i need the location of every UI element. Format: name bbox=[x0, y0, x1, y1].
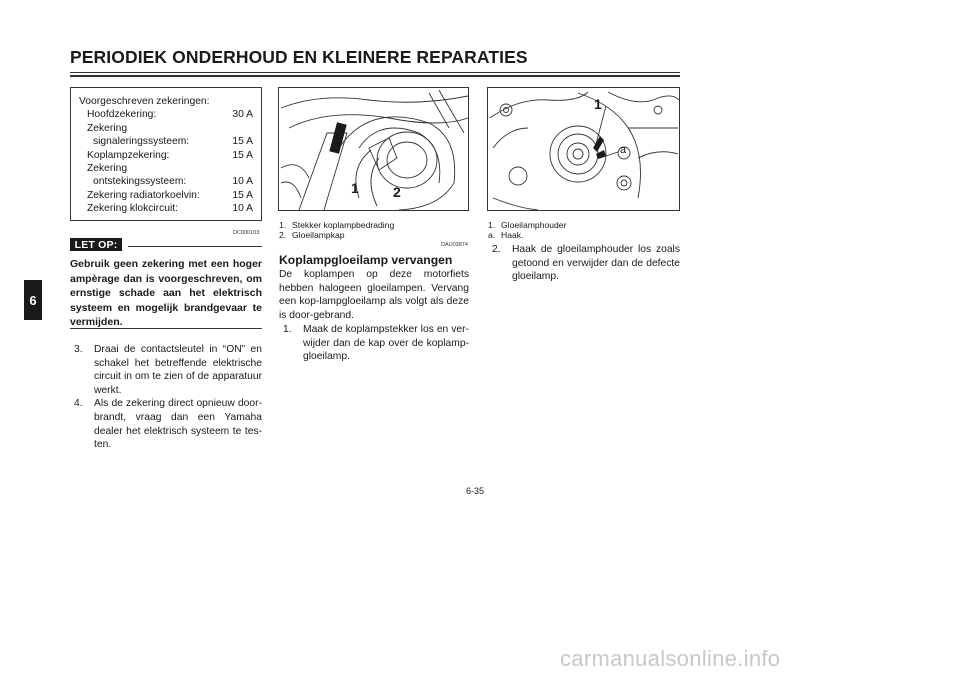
spec-label: Zekering bbox=[87, 122, 128, 134]
figure2-caption bbox=[488, 220, 566, 240]
spec-rows bbox=[87, 108, 253, 215]
caption-number: 2. bbox=[279, 230, 287, 241]
caution-label: LET OP: bbox=[70, 238, 122, 251]
spec-row bbox=[87, 122, 253, 135]
bulb-holder-drawing bbox=[488, 88, 680, 211]
spec-label: Zekering klokcircuit: bbox=[87, 203, 178, 215]
spec-heading: Voorgeschreven zekeringen: bbox=[79, 96, 210, 107]
header-rule bbox=[70, 72, 680, 73]
section-code: DAU03874 bbox=[441, 242, 468, 248]
spec-row bbox=[87, 162, 253, 175]
caption-number: a. bbox=[488, 230, 496, 241]
section-title: Koplampgloeilamp vervangen bbox=[279, 253, 453, 267]
caption-text: Gloeilamphouder bbox=[501, 220, 567, 230]
watermark: carmanualsonline.info bbox=[560, 646, 781, 671]
spec-label: Koplampzekering: bbox=[87, 149, 170, 161]
headlight-connector-drawing bbox=[279, 88, 469, 211]
caption-number: 1. bbox=[488, 220, 496, 230]
step-text: Draai de contactsleutel in “ON” en schakel het betreffende elektrische circuit in om te zien of de apparatuur werkt. bbox=[94, 344, 262, 396]
caption-text: Gloeilampkap bbox=[292, 230, 345, 241]
caution-end-rule bbox=[70, 328, 262, 329]
caption-row bbox=[279, 230, 394, 240]
step-number: 2. bbox=[492, 244, 501, 255]
spec-label: Hoofdzekering: bbox=[87, 109, 157, 121]
step-number: 4. bbox=[74, 398, 83, 410]
callout-1: 1 bbox=[594, 96, 602, 112]
chapter-tab: 6 bbox=[24, 280, 42, 320]
right-steps bbox=[492, 243, 680, 284]
spec-value: 10 A bbox=[232, 203, 253, 215]
spec-label: Zekering radiatorkoelvin: bbox=[87, 189, 200, 201]
bulb-holder-illustration bbox=[487, 87, 680, 211]
spec-row bbox=[87, 189, 253, 202]
figure1-caption bbox=[279, 220, 394, 240]
note-code: DC000103 bbox=[233, 230, 260, 236]
spec-label: ontstekingssysteem: bbox=[93, 176, 187, 188]
caption-row bbox=[488, 230, 566, 240]
fuse-spec-box bbox=[70, 87, 262, 221]
step-text: Haak de gloeilamphouder los zoals getoond en verwijder dan de defecte gloeilamp. bbox=[512, 244, 680, 283]
step-item bbox=[283, 323, 469, 364]
headlight-connector-illustration bbox=[278, 87, 469, 211]
caption-row bbox=[279, 220, 394, 230]
spec-value: 15 A bbox=[232, 149, 253, 161]
step-item bbox=[492, 243, 680, 284]
spec-row bbox=[87, 108, 253, 121]
step-number: 1. bbox=[283, 324, 292, 335]
step-text: Als de zekering direct opnieuw door-brandt, vraag dan een Yamaha dealer het elektrisch systeem te tes-ten. bbox=[94, 398, 262, 451]
caption-row bbox=[488, 220, 566, 230]
step-item bbox=[74, 397, 262, 451]
callout-2: 2 bbox=[393, 184, 401, 200]
caution-text: Gebruik geen zekering met een hoger ampèrage dan is voorgeschreven, om ernstige schade aan het elektrisch systeem en mogelijk brandgevaar te vermijden. bbox=[70, 258, 262, 329]
step-text: Maak de koplampstekker los en ver-wijder dan de kap over de koplamp-gloeilamp. bbox=[303, 324, 469, 363]
spec-row bbox=[87, 149, 253, 162]
step-item bbox=[74, 343, 262, 397]
spec-value: 15 A bbox=[232, 136, 253, 148]
middle-steps bbox=[283, 323, 469, 364]
spec-row bbox=[87, 202, 253, 215]
spec-value: 30 A bbox=[232, 109, 253, 121]
spec-label: Zekering bbox=[87, 163, 128, 175]
caption-text: Stekker koplampbedrading bbox=[292, 220, 395, 230]
callout-1: 1 bbox=[351, 180, 359, 196]
spec-value: 15 A bbox=[232, 189, 253, 201]
caption-number: 1. bbox=[279, 220, 287, 230]
left-steps bbox=[74, 343, 262, 452]
spec-label: signaleringssysteem: bbox=[93, 136, 190, 148]
spec-value: 10 A bbox=[232, 176, 253, 188]
header-rule-thick bbox=[70, 75, 680, 77]
caption-text: Haak. bbox=[501, 230, 524, 241]
caution-rule bbox=[128, 246, 262, 247]
spec-row bbox=[87, 175, 253, 188]
page-number: 6-35 bbox=[466, 486, 485, 496]
spec-row bbox=[87, 135, 253, 148]
page-title: PERIODIEK ONDERHOUD EN KLEINERE REPARATIES bbox=[70, 47, 528, 67]
step-number: 3. bbox=[74, 344, 83, 355]
callout-a: a bbox=[620, 144, 627, 156]
section-body: De koplampen op deze motorfiets hebben halogeen gloeilampen. Vervang een kop-lampgloeilamp als volgt als deze is door-gebrand. bbox=[279, 269, 469, 321]
